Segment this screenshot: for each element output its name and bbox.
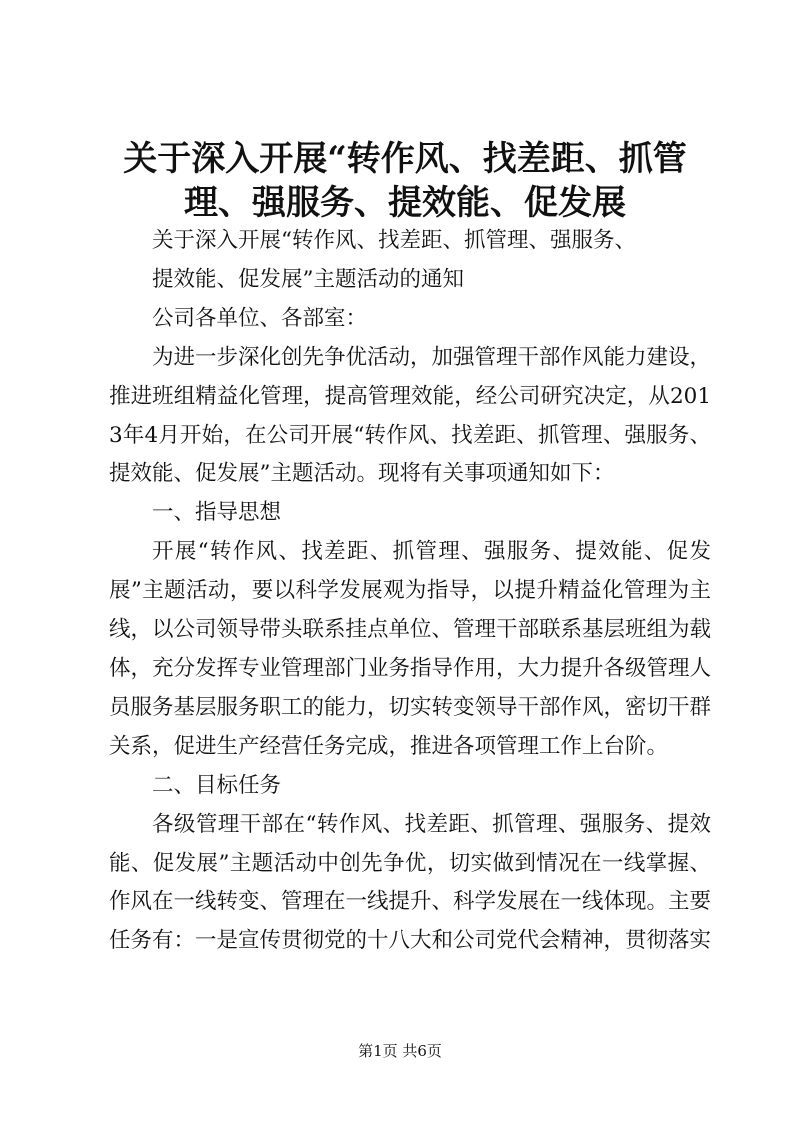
notice-heading-line-2: 提效能、促发展”主题活动的通知 bbox=[152, 266, 464, 292]
salutation: 公司各单位、各部室： bbox=[152, 305, 368, 331]
document-body bbox=[109, 222, 711, 961]
page-footer: 第1页 共6页 bbox=[358, 1042, 442, 1060]
notice-heading-line-1: 关于深入开展“转作风、找差距、抓管理、强服务、 bbox=[152, 228, 636, 253]
goals-paragraph: 各级管理干部在“转作风、找差距、抓管理、强服务、提效能、促发展”主题活动中创先争优，切实做到情况在一线掌握、作风在一线转变、管理在一线提升、科学发展在一线体现。主要任务有：一是宣传贯彻党的十八大和公司党代会精神，贯彻落实 bbox=[109, 811, 712, 954]
intro-paragraph: 为进一步深化创先争优活动，加强管理干部作风能力建设，推进班组精益化管理，提高管理效能，经公司研究决定，从2013年4月开始，在公司开展“转作风、找差距、抓管理、强服务、提效能、促发展”主题活动。现将有关事项通知如下： bbox=[109, 344, 712, 487]
section-heading-goals: 二、目标任务 bbox=[152, 772, 282, 798]
guiding-thought-paragraph: 开展“转作风、找差距、抓管理、强服务、提效能、促发展”主题活动，要以科学发展观为指导，以提升精益化管理为主线，以公司领导带头联系挂点单位、管理干部联系基层班组为载体，充分发挥专业管理部门业务指导作用，大力提升各级管理人员服务基层服务职工的能力，切实转变领导干部作风，密切干群关系，促进生产经营任务完成，推进各项管理工作上台阶。 bbox=[109, 539, 712, 759]
document-title: 关于深入开展“转作风、找差距、抓管理、强服务、提效能、促发展 bbox=[123, 139, 687, 223]
section-heading-guiding-thought: 一、指导思想 bbox=[152, 500, 282, 526]
